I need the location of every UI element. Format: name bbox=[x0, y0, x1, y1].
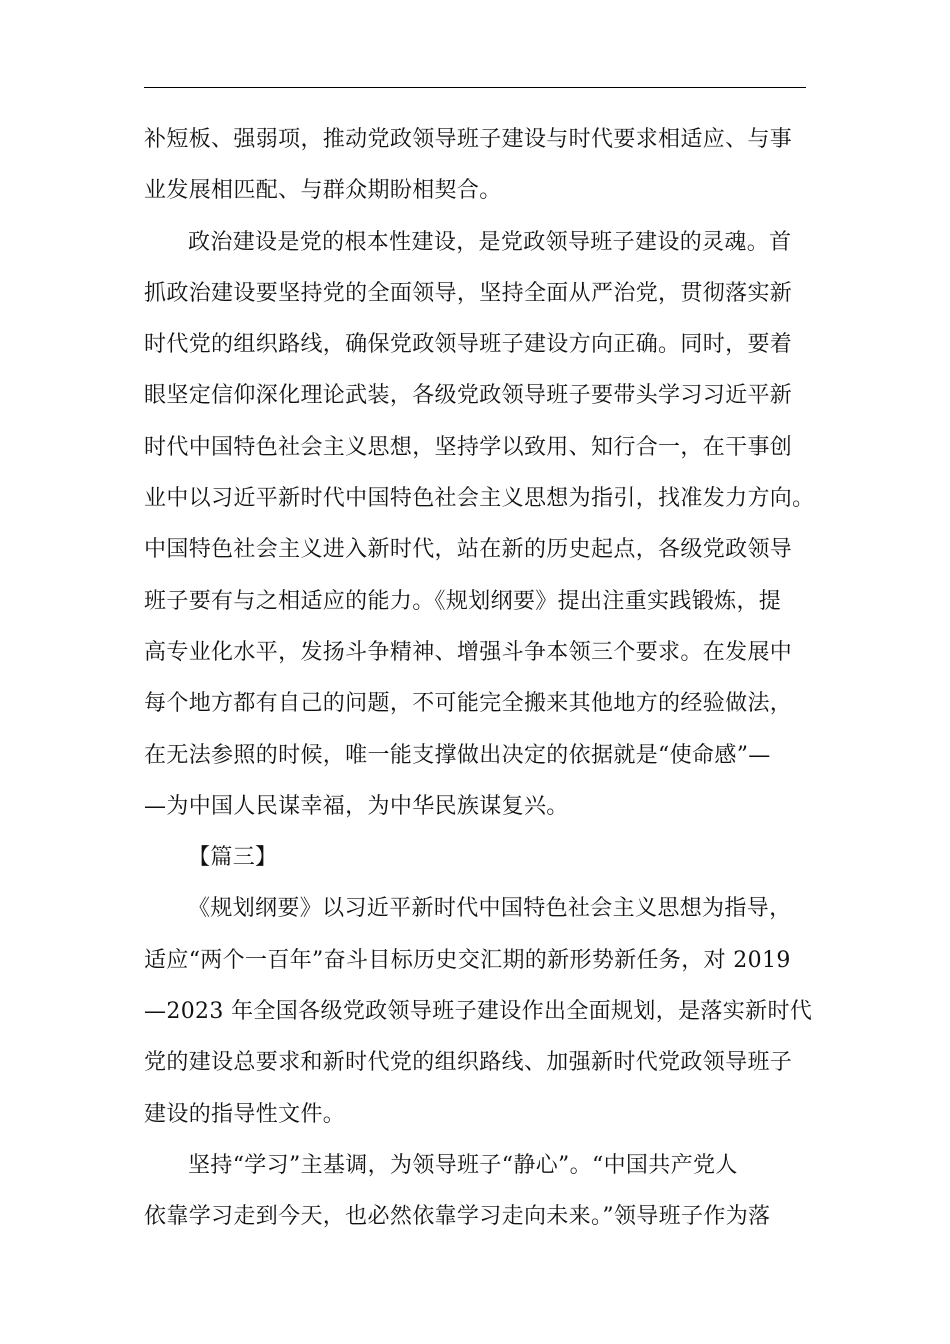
header-rule bbox=[144, 87, 806, 88]
body-line: 业发展相匹配、与群众期盼相契合。 bbox=[144, 178, 502, 204]
paragraph-start-line: 政治建设是党的根本性建设，是党政领导班子建设的灵魂。首 bbox=[188, 229, 792, 255]
body-line: 时代党的组织路线，确保党政领导班子建设方向正确。同时，要着 bbox=[144, 332, 793, 358]
body-line: 时代中国特色社会主义思想，坚持学以致用、知行合一，在干事创 bbox=[144, 434, 793, 460]
body-line: 建设的指导性文件。 bbox=[144, 1101, 346, 1127]
body-line: —2023 年全国各级党政领导班子建设作出全面规划，是落实新时代 bbox=[144, 999, 813, 1025]
body-line: 抓政治建设要坚持党的全面领导，坚持全面从严治党，贯彻落实新 bbox=[144, 280, 793, 306]
paragraph-start-line: 《规划纲要》以习近平新时代中国特色社会主义思想为指导， bbox=[188, 896, 792, 922]
section-heading: 【篇三】 bbox=[188, 845, 278, 871]
body-line: 在无法参照的时候，唯一能支撑做出决定的依据就是“使命感”— bbox=[144, 742, 771, 768]
body-line: 班子要有与之相适应的能力。《规划纲要》提出注重实践锻炼，提 bbox=[144, 588, 782, 614]
body-line: 补短板、强弱项，推动党政领导班子建设与时代要求相适应、与事 bbox=[144, 127, 793, 152]
body-line: 依靠学习走到今天，也必然依靠学习走向未来。”领导班子作为落 bbox=[144, 1204, 771, 1230]
body-line: 眼坚定信仰深化理论武装，各级党政领导班子要带头学习习近平新 bbox=[144, 383, 793, 409]
body-line: 高专业化水平，发扬斗争精神、增强斗争本领三个要求。在发展中 bbox=[144, 639, 793, 665]
body-line: 业中以习近平新时代中国特色社会主义思想为指引，找准发力方向。 bbox=[144, 486, 815, 512]
body-line: —为中国人民谋幸福，为中华民族谋复兴。 bbox=[144, 793, 569, 819]
body-line: 党的建设总要求和新时代党的组织路线、加强新时代党政领导班子 bbox=[144, 1050, 793, 1076]
body-line: 中国特色社会主义进入新时代，站在新的历史起点，各级党政领导 bbox=[144, 537, 793, 563]
document-body bbox=[144, 114, 815, 1243]
paragraph-start-line: 坚持“学习”主基调，为领导班子“静心”。“中国共产党人 bbox=[188, 1152, 738, 1178]
body-line: 适应“两个一百年”奋斗目标历史交汇期的新形势新任务，对 2019 bbox=[144, 947, 791, 973]
body-line: 每个地方都有自己的问题，不可能完全搬来其他地方的经验做法， bbox=[144, 691, 793, 717]
